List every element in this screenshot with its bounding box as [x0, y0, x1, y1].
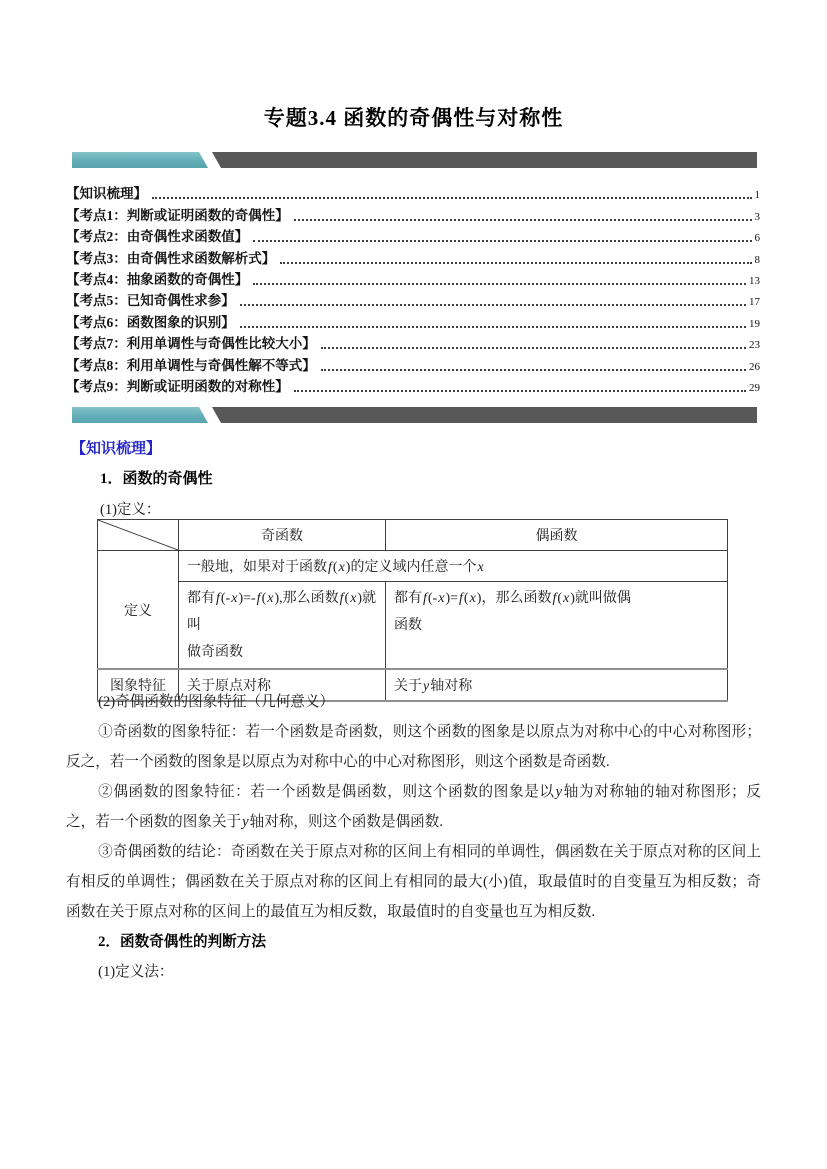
toc-page-number: 3 — [754, 210, 760, 223]
dot-leader — [240, 326, 746, 328]
toc-entry[interactable] — [66, 181, 760, 202]
toc-page-number: 29 — [749, 381, 760, 394]
knowledge-body-text — [66, 687, 761, 987]
dot-leader — [253, 240, 751, 242]
table-cell-odd-definition: 都有f(-x)=-f(x),那么函数f(x)就叫 做奇函数 — [179, 582, 386, 670]
toc-page-number: 19 — [749, 317, 760, 330]
table-header-even-function: 偶函数 — [386, 520, 728, 551]
dot-leader — [294, 219, 752, 221]
toc-entry-label: 【考点8：利用单调性与奇偶性解不等式】 — [66, 357, 316, 373]
toc-page-number: 17 — [749, 296, 760, 309]
toc-entry[interactable] — [66, 245, 760, 266]
table-cell-even-definition: 都有f(-x)=f(x)，那么函数f(x)就叫做偶 函数 — [386, 582, 728, 670]
toc-entry-label: 【考点3：由奇偶性求函数解析式】 — [66, 250, 276, 266]
odd-even-definition-table — [97, 519, 728, 702]
paragraph-odd-function-feature: ①奇函数的图象特征：若一个函数是奇函数，则这个函数的图象是以原点为对称中心的中心对称图形；反之，若一个函数的图象是以原点为对称中心的中心对称图形，则这个函数是奇函数. — [66, 724, 761, 770]
section-divider-bar-top — [72, 152, 757, 168]
subsection-2-heading: 2．函数奇偶性的判断方法 — [98, 934, 266, 950]
diagonal-header-cell — [98, 520, 179, 551]
toc-entry-label: 【考点5：已知奇偶性求参】 — [66, 293, 235, 309]
dot-leader — [280, 262, 751, 264]
toc-entry-label: 【考点2：由奇偶性求函数值】 — [66, 229, 249, 245]
dot-leader — [294, 390, 746, 392]
toc-page-number: 1 — [754, 189, 760, 202]
toc-page-number: 23 — [749, 339, 760, 352]
table-cell-common-definition: 一般地，如果对于函数f(x)的定义域内任意一个x — [179, 551, 728, 582]
table-row-label-definition: 定义 — [98, 551, 179, 670]
diagonal-divider — [98, 520, 178, 550]
dot-leader — [240, 304, 746, 306]
toc-entry[interactable] — [66, 267, 760, 288]
toc-entry-label: 【考点1：判断或证明函数的奇偶性】 — [66, 207, 289, 223]
divider-teal-segment — [72, 407, 208, 423]
paragraph-even-function-feature: ②偶函数的图象特征：若一个函数是偶函数，则这个函数的图象是以y轴为对称轴的轴对称图形；反之，若一个函数的图象关于y轴对称，则这个函数是偶函数. — [66, 784, 761, 830]
toc-entry-label: 【考点9：判断或证明函数的对称性】 — [66, 378, 289, 394]
divider-gray-segment — [212, 152, 757, 168]
toc-page-number: 26 — [749, 360, 760, 373]
divider-gray-segment — [212, 407, 757, 423]
toc-entry-label: 【考点7：利用单调性与奇偶性比较大小】 — [66, 336, 316, 352]
paragraph-odd-even-conclusion: ③奇偶函数的结论：奇函数在关于原点对称的区间上有相同的单调性，偶函数在关于原点对称的区间上有相反的单调性；偶函数在关于原点对称的区间上有相同的最大(小)值，取最值时的自变量互为相反数；奇函数在关于原点对称的区间上的最值互为相反数，取最值时的自变量也互为相反数. — [66, 844, 761, 920]
toc-entry-label: 【考点4：抽象函数的奇偶性】 — [66, 271, 249, 287]
toc-entry[interactable] — [66, 202, 760, 223]
toc-entry[interactable] — [66, 374, 760, 395]
toc-entry[interactable] — [66, 288, 760, 309]
table-cell-odd-graph: 关于原点对称 — [179, 669, 386, 701]
toc-page-number: 13 — [749, 274, 760, 287]
definition-method-intro: (1)定义法： — [98, 964, 174, 980]
toc-page-number: 6 — [754, 232, 760, 245]
table-header-odd-function: 奇函数 — [179, 520, 386, 551]
section-heading-knowledge: 【知识梳理】 — [71, 441, 162, 457]
toc-entry[interactable] — [66, 309, 760, 330]
dot-leader — [152, 197, 752, 199]
page-title: 专题3.4 函数的奇偶性与对称性 — [263, 106, 564, 130]
dot-leader — [253, 283, 746, 285]
table-of-contents — [66, 181, 760, 395]
toc-entry[interactable] — [66, 331, 760, 352]
dot-leader — [321, 347, 746, 349]
subsection-1-heading: 1．函数的奇偶性 — [100, 471, 213, 487]
toc-entry-label: 【知识梳理】 — [66, 186, 147, 202]
toc-entry[interactable] — [66, 224, 760, 245]
dot-leader — [321, 369, 746, 371]
table-row-label-graph-feature: 图象特征 — [98, 669, 179, 701]
definition-intro: (1)定义： — [100, 502, 161, 518]
toc-entry[interactable] — [66, 352, 760, 373]
section-divider-bar-bottom — [72, 407, 757, 423]
divider-teal-segment — [72, 152, 208, 168]
toc-entry-label: 【考点6：函数图象的识别】 — [66, 314, 235, 330]
table-cell-even-graph: 关于y轴对称 — [386, 669, 728, 701]
paragraph-graph-features-title: (2)奇偶函数的图象特征（几何意义） — [98, 694, 335, 710]
toc-page-number: 8 — [754, 253, 760, 266]
